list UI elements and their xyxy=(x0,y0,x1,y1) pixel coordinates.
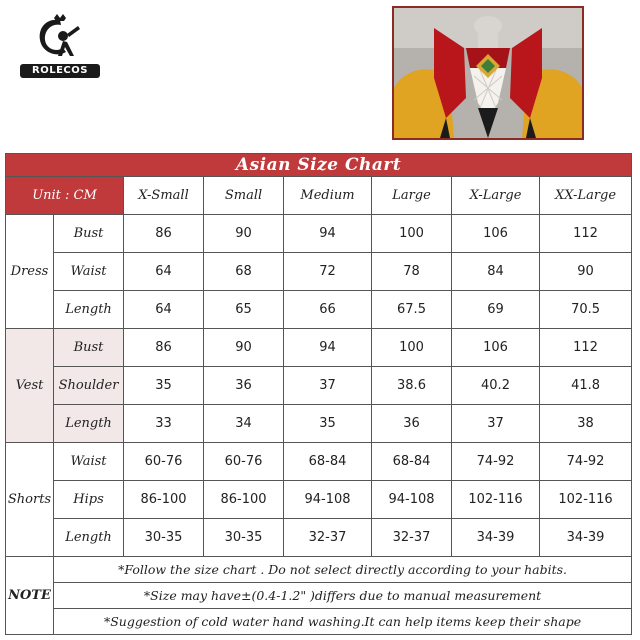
table-row xyxy=(6,519,632,557)
note-text: *Size may have±(0.4-1.2" )differs due to manual measurement xyxy=(54,583,632,609)
note-label: NOTE xyxy=(6,557,54,635)
table-cell: 35 xyxy=(124,367,204,405)
table-cell: 37 xyxy=(284,367,372,405)
size-header: Medium xyxy=(284,177,372,215)
table-cell: 34 xyxy=(204,405,284,443)
table-cell: 100 xyxy=(372,215,452,253)
table-cell: 74-92 xyxy=(452,443,540,481)
table-cell: 65 xyxy=(204,291,284,329)
brand-logo xyxy=(14,14,104,78)
measure-label: Bust xyxy=(54,329,124,367)
group-label-vest: Vest xyxy=(6,329,54,443)
table-cell: 67.5 xyxy=(372,291,452,329)
size-header: Large xyxy=(372,177,452,215)
table-cell: 102-116 xyxy=(452,481,540,519)
table-cell: 100 xyxy=(372,329,452,367)
rolecos-emblem-icon xyxy=(30,14,86,62)
table-cell: 70.5 xyxy=(540,291,632,329)
measure-label: Bust xyxy=(54,215,124,253)
table-row xyxy=(6,443,632,481)
table-row xyxy=(6,215,632,253)
table-row xyxy=(6,405,632,443)
table-cell: 86-100 xyxy=(124,481,204,519)
table-cell: 94 xyxy=(284,329,372,367)
table-cell: 68-84 xyxy=(284,443,372,481)
table-cell: 41.8 xyxy=(540,367,632,405)
table-cell: 86 xyxy=(124,215,204,253)
size-header: X-Small xyxy=(124,177,204,215)
measure-label: Length xyxy=(54,519,124,557)
table-cell: 112 xyxy=(540,215,632,253)
chart-title: Asian Size Chart xyxy=(6,154,632,177)
unit-label: Unit : CM xyxy=(6,177,124,215)
note-row xyxy=(6,557,632,583)
table-cell: 94 xyxy=(284,215,372,253)
table-cell: 69 xyxy=(452,291,540,329)
table-cell: 64 xyxy=(124,253,204,291)
table-cell: 64 xyxy=(124,291,204,329)
table-cell: 86-100 xyxy=(204,481,284,519)
table-cell: 90 xyxy=(540,253,632,291)
table-cell: 94-108 xyxy=(372,481,452,519)
table-cell: 86 xyxy=(124,329,204,367)
table-cell: 68-84 xyxy=(372,443,452,481)
table-cell: 32-37 xyxy=(284,519,372,557)
table-cell: 33 xyxy=(124,405,204,443)
table-cell: 90 xyxy=(204,215,284,253)
table-cell: 37 xyxy=(452,405,540,443)
table-cell: 106 xyxy=(452,215,540,253)
table-cell: 34-39 xyxy=(452,519,540,557)
table-row xyxy=(6,291,632,329)
table-cell: 34-39 xyxy=(540,519,632,557)
table-cell: 32-37 xyxy=(372,519,452,557)
measure-label: Waist xyxy=(54,443,124,481)
table-cell: 38.6 xyxy=(372,367,452,405)
table-cell: 112 xyxy=(540,329,632,367)
table-cell: 66 xyxy=(284,291,372,329)
brand-name: ROLECOS xyxy=(20,64,100,78)
table-cell: 102-116 xyxy=(540,481,632,519)
measure-label: Shoulder xyxy=(54,367,124,405)
size-header: X-Large xyxy=(452,177,540,215)
note-text: *Follow the size chart . Do not select directly according to your habits. xyxy=(54,557,632,583)
group-label-dress: Dress xyxy=(6,215,54,329)
measure-label: Length xyxy=(54,405,124,443)
size-header: XX-Large xyxy=(540,177,632,215)
table-cell: 30-35 xyxy=(204,519,284,557)
table-row xyxy=(6,481,632,519)
costume-collar-image xyxy=(394,8,582,138)
table-cell: 74-92 xyxy=(540,443,632,481)
table-cell: 68 xyxy=(204,253,284,291)
size-header: Small xyxy=(204,177,284,215)
note-row xyxy=(6,609,632,635)
table-cell: 90 xyxy=(204,329,284,367)
table-cell: 78 xyxy=(372,253,452,291)
table-cell: 106 xyxy=(452,329,540,367)
table-cell: 94-108 xyxy=(284,481,372,519)
product-photo xyxy=(392,6,584,140)
table-cell: 38 xyxy=(540,405,632,443)
measure-label: Length xyxy=(54,291,124,329)
measure-label: Hips xyxy=(54,481,124,519)
table-cell: 60-76 xyxy=(204,443,284,481)
group-label-shorts: Shorts xyxy=(6,443,54,557)
note-text: *Suggestion of cold water hand washing.It can help items keep their shape xyxy=(54,609,632,635)
table-cell: 72 xyxy=(284,253,372,291)
table-row xyxy=(6,329,632,367)
note-row xyxy=(6,583,632,609)
table-row xyxy=(6,253,632,291)
table-cell: 36 xyxy=(204,367,284,405)
table-cell: 36 xyxy=(372,405,452,443)
table-cell: 84 xyxy=(452,253,540,291)
table-cell: 60-76 xyxy=(124,443,204,481)
table-row xyxy=(6,367,632,405)
size-chart-table xyxy=(5,153,632,635)
table-cell: 40.2 xyxy=(452,367,540,405)
table-cell: 35 xyxy=(284,405,372,443)
measure-label: Waist xyxy=(54,253,124,291)
table-cell: 30-35 xyxy=(124,519,204,557)
